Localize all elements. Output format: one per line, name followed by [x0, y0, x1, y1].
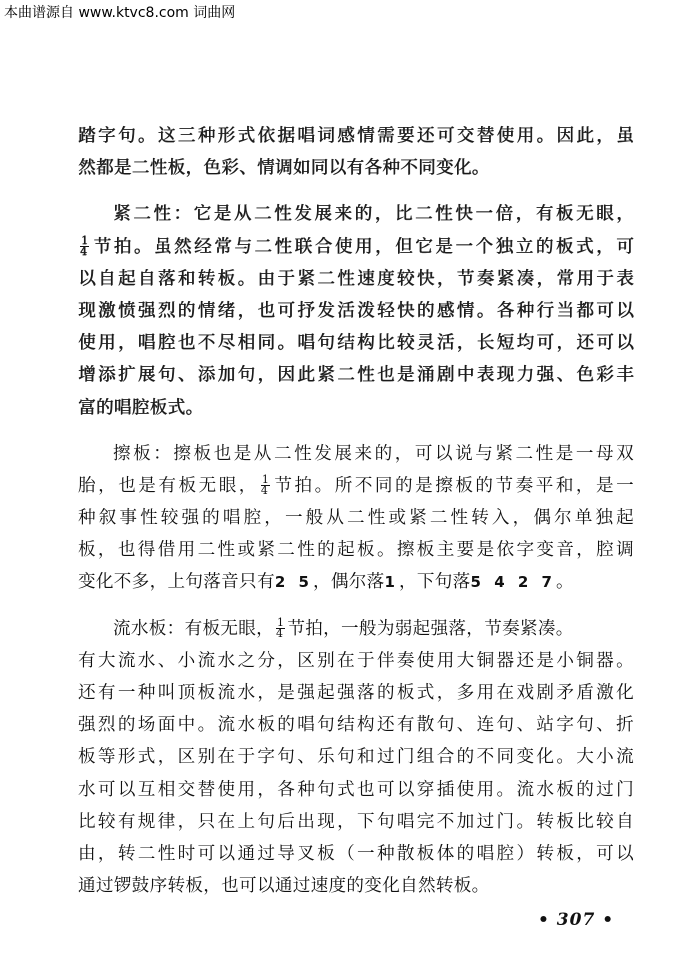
text-line: 比较有规律，只在上句后出现，下句唱完不加过门。转板比较自: [78, 811, 634, 832]
text-line: 踏字句。这三种形式依据唱词感情需要还可交替使用。因此，虽: [78, 126, 634, 146]
text-line: $\frac{1}{4}$ 节拍。虽然经常与二性联合使用，但它是一个独立的板式，可: [80, 234, 634, 259]
text-line: 还有一种叫顶板流水，是强起强落的板式，多用在戏剧矛盾激化: [78, 683, 634, 703]
text-line: 变化不多，上句落音只有2 5，偶尔落1，下句落5 4 2 7。: [78, 572, 574, 593]
text-line: 强烈的场面中。流水板的唱句结构还有散句、连句、站字句、折: [78, 715, 634, 736]
text-line: 然都是二性板，色彩、情调如同以有各种不同变化。: [78, 158, 490, 179]
text-line: 水可以互相交替使用，各种句式也可以穿插使用。流水板的过门: [78, 779, 634, 800]
text-line: 以自起自落和转板。由于紧二性速度较快，节奏紧凑，常用于表: [78, 268, 634, 289]
paragraph-1: [78, 120, 634, 184]
fraction-one-quarter: $\frac{1}{4}$: [276, 616, 285, 641]
notation-numbers: 2 5: [274, 573, 313, 592]
text-line: 增添扩展句、添加句，因此紧二性也是涌剧中表现力强、色彩丰: [78, 365, 634, 386]
text-line: 现激愤强烈的情绪，也可抒发活泼轻快的感情。各种行当都可以: [78, 300, 634, 321]
text-line: 胎，也是有板无眼， $\frac{1}{4}$ 节拍。所不同的是擦板的节奏平和，是一: [78, 473, 635, 498]
text-line: 由，转二性时可以通过导叉板（一种散板体的唱腔）转板，可以: [78, 843, 634, 864]
text-line: 通过锣鼓序转板，也可以通过速度的变化自然转板。: [78, 876, 490, 897]
text-line: 板等形式，区别在于字句、乐句和过门组合的不同变化。大小流: [78, 747, 634, 768]
text-line: 流水板：有板无眼， $\frac{1}{4}$ 节拍，一般为弱起强落，节奏紧凑。: [113, 616, 574, 641]
notation-numbers: 1: [384, 573, 399, 592]
notation-numbers: 5 4 2 7: [470, 573, 556, 592]
text-line: 擦板：擦板也是从二性发展来的，可以说与紧二性是一母双: [113, 443, 634, 464]
watermark: 本曲谱源自 www.ktvc8.com 词曲网: [4, 5, 236, 21]
page-body: [78, 120, 634, 902]
fraction-one-quarter: $\frac{1}{4}$: [260, 473, 270, 498]
page-number: • 307 •: [538, 910, 615, 930]
text-line: 有大流水、小流水之分，区别在于伴奏使用大铜器还是小铜器。: [78, 650, 634, 671]
text-line: 紧二性：它是从二性发展来的，比二性快一倍，有板无眼，: [113, 204, 634, 225]
text-line: 富的唱腔板式。: [78, 397, 204, 418]
fraction-one-quarter: $\frac{1}{4}$: [80, 234, 89, 259]
text-line: 板，也得借用二性或紧二性的起板。擦板主要是依字变音，腔调: [78, 540, 634, 561]
paragraph-2: [78, 198, 634, 423]
text-line: 种叙事性较强的唱腔，一般从二性或紧二性转入，偶尔单独起: [78, 508, 634, 529]
paragraph-4: [78, 613, 634, 903]
paragraph-3: [78, 438, 634, 599]
text-line: 使用，唱腔也不尽相同。唱句结构比较灵活，长短均可，还可以: [78, 333, 634, 354]
